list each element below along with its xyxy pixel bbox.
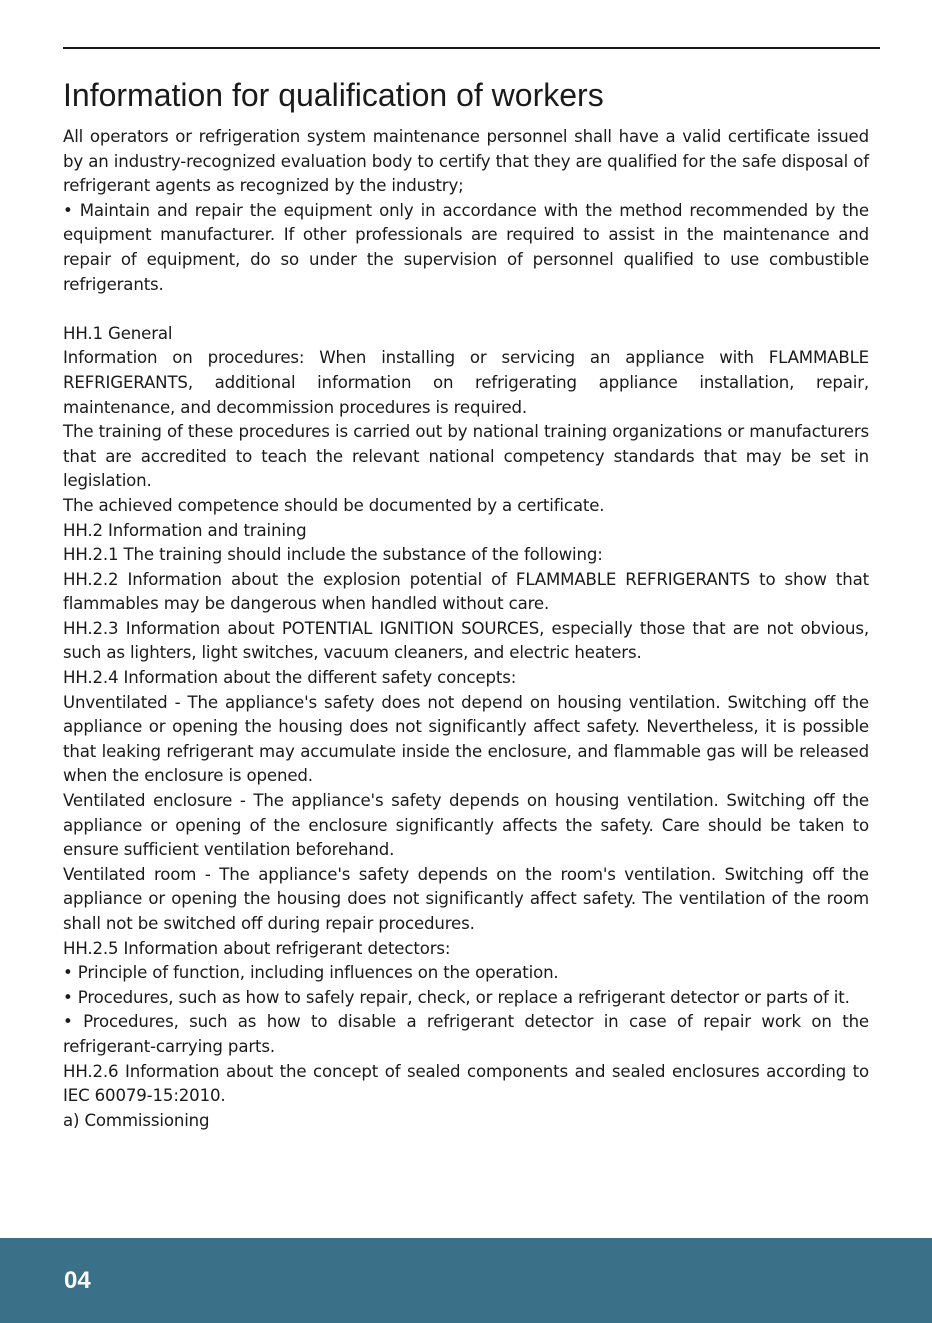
section-heading-hh1: HH.1 General (63, 323, 173, 343)
bullet-procedures-disable: • Procedures, such as how to disable a refrigerant detector in case of repair work on the refrigerant-carrying parts. (63, 1012, 869, 1056)
paragraph-procedures-info: Information on procedures: When installing or servicing an appliance with FLAMMABLE REFRIGERANTS, additional information on refrigerating appliance installation, repair, maintenance, and decommission procedures is required. (63, 348, 869, 417)
item-hh2-5: HH.2.5 Information about refrigerant detectors: (63, 938, 451, 958)
item-hh2-2: HH.2.2 Information about the explosion potential of FLAMMABLE REFRIGERANTS to show that flammables may be dangerous when handled without care. (63, 569, 869, 614)
top-rule (63, 47, 880, 49)
footer-bar (0, 1238, 932, 1323)
item-hh2-4: HH.2.4 Information about the different safety concepts: (63, 668, 517, 688)
paragraph-unventilated: Unventilated - The appliance's safety does not depend on housing ventilation. Switching off the appliance or opening the housing does not significantly affect safety. Nevertheless, it is possible that leaking refrigerant may accumulate inside the enclosure, and flammable gas will be released when the enclosure is opened. (63, 692, 869, 786)
paragraph-competence: The achieved competence should be documented by a certificate. (63, 495, 605, 515)
item-commissioning: a) Commissioning (63, 1110, 210, 1130)
item-hh2-1: HH.2.1 The training should include the substance of the following: (63, 545, 603, 565)
body-text (63, 125, 869, 1133)
bullet-procedures-repair: • Procedures, such as how to safely repair, check, or replace a refrigerant detector or parts of it. (63, 987, 850, 1007)
section-heading-hh2: HH.2 Information and training (63, 520, 307, 540)
paragraph-training: The training of these procedures is carried out by national training organizations or manufacturers that are accredited to teach the relevant national competency standards that may be set in legislation. (63, 422, 869, 491)
item-hh2-6: HH.2.6 Information about the concept of sealed components and sealed enclosures according to IEC 60079-15:2010. (63, 1061, 869, 1106)
paragraph-ventilated-room: Ventilated room - The appliance's safety depends on the room's ventilation. Switching off the appliance or opening the housing does not significantly affect safety. The ventilation of the room shall not be switched off during repair procedures. (63, 864, 869, 933)
page-number: 04 (64, 1267, 91, 1294)
paragraph-gap (63, 297, 869, 322)
item-hh2-3: HH.2.3 Information about POTENTIAL IGNITION SOURCES, especially those that are not obvious, such as lighters, light switches, vacuum cleaners, and electric heaters. (63, 618, 869, 663)
bullet-principle: • Principle of function, including influences on the operation. (63, 963, 559, 983)
paragraph-ventilated-enclosure: Ventilated enclosure - The appliance's safety depends on housing ventilation. Switching off the appliance or opening of the enclosure significantly affects the safety. Care should be taken to ensure sufficient ventilation beforehand. (63, 791, 869, 860)
page-title: Information for qualification of workers (63, 77, 604, 113)
intro-paragraph: All operators or refrigeration system maintenance personnel shall have a valid certificate issued by an industry-recognized evaluation body to certify that they are qualified for the safe disposal of refrigerant agents as recognized by the industry; (63, 127, 869, 196)
bullet-maintain-repair: • Maintain and repair the equipment only in accordance with the method recommended by the equipment manufacturer. If other professionals are required to assist in the maintenance and repair of equipment, do so under the supervision of personnel qualified to use combustible refrigerants. (63, 200, 869, 294)
